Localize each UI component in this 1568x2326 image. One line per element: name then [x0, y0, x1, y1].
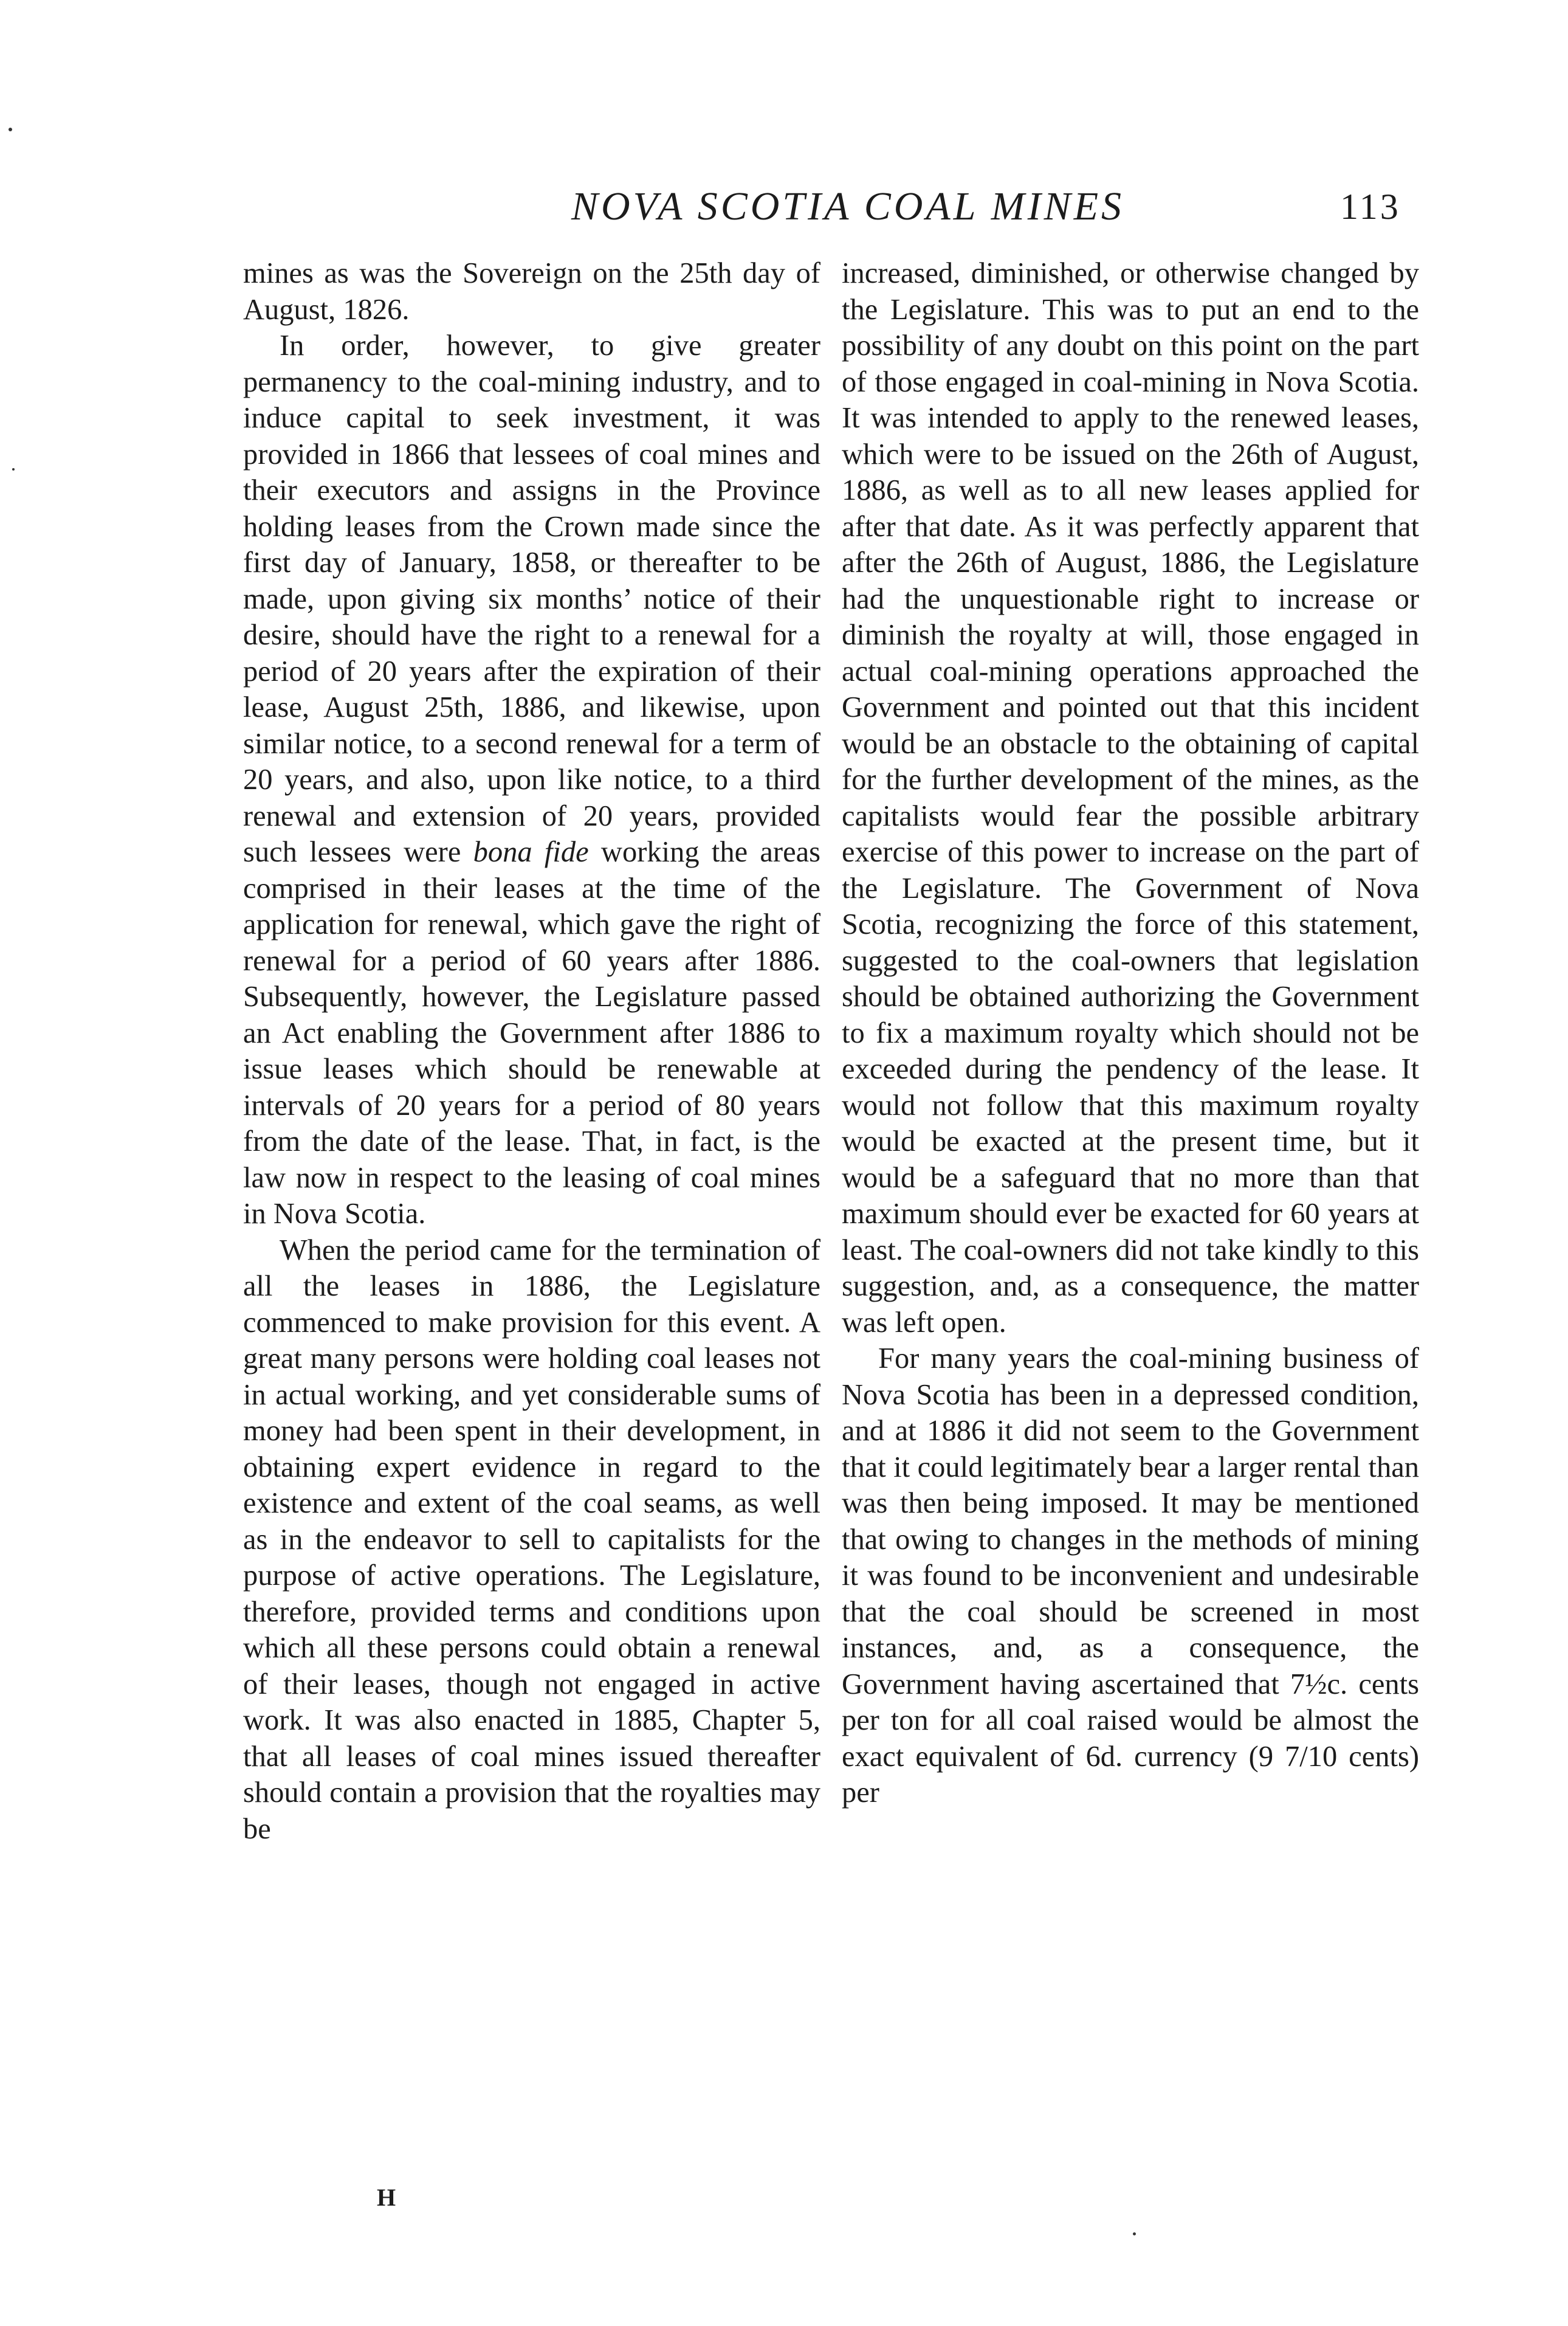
page-header [0, 182, 1568, 231]
paragraph-text: In order, however, to give greater permanency to the coal-mining industry, and to induce capital to seek investment, it was provided in 1866 that lessees of coal mines and their executors and assigns in the Province holding leases from the Crown made since the first day of January, 1858, or thereafter to be made, upon giving six months’ notice of their desire, should have the right to a renewal for a period of 20 years after the expiration of their lease, August 25th, 1886, and likewise, upon similar notice, to a second renewal for a term of 20 years, and also, upon like notice, to a third renewal and extension of 20 years, provided such lessees were [243, 330, 820, 868]
text-column-left [243, 255, 820, 1847]
italic-phrase: bona fide [473, 836, 589, 868]
paragraph: increased, diminished, or otherwise changed by the Legislature. This was to put an end to the possibility of any doubt on this point on the part of those engaged in coal-mining in Nova Scotia. It was intended to apply to the renewed leases, which were to be issued on the 26th of August, 1886, as well as to all new leases applied for after that date. As it was perfectly apparent that after the 26th of August, 1886, the Legislature had the unquestionable right to increase or diminish the royalty at will, those engaged in actual coal-mining operations approached the Government and pointed out that this incident would be an obstacle to the obtaining of capital for the further development of the mines, as the capitalists would fear the possible arbitrary exercise of this power to increase on the part of the Legislature. The Government of Nova Scotia, recognizing the force of this statement, suggested to the coal-owners that legislation should be obtained authorizing the Government to fix a maximum royalty which should not be exceeded during the pendency of the lease. It would not follow that this maximum royalty would be exacted at the present time, but it would be a safeguard that no more than that maximum should ever be exacted for 60 years at least. The coal-owners did not take kindly to this suggestion, and, as a consequence, the matter was left open. [842, 257, 1419, 1339]
paragraph-text: working the areas comprised in their leases at the time of the application for renewal, which gave the right of renewal for a period of 60 years after 1886. Subsequently, however, the Legislature passed an Act enabling the Government after 1886 to issue leases which should be renewable at intervals of 20 years for a period of 80 years from the date of the lease. That, in fact, is the law now in respect to the leasing of coal mines in Nova Scotia. [243, 836, 820, 1230]
text-column-right [842, 255, 1419, 1811]
paragraph: When the period came for the termination of all the leases in 1886, the Legislature commenced to make provision for this event. A great many persons were holding coal leases not in actual working, and yet considerable sums of money had been spent in their development, in obtaining expert evidence in regard to the existence and extent of the coal seams, as well as in the endeavor to sell to capitalists for the purpose of active operations. The Legislature, therefore, provided terms and conditions upon which all these persons could obtain a renewal of their leases, though not engaged in active work. It was also enacted in 1885, Chapter 5, that all leases of coal mines issued thereafter should contain a provision that the royalties may be [243, 1234, 820, 1845]
scan-speck [9, 128, 12, 131]
signature-mark: H [377, 2184, 396, 2211]
running-title: NOVA SCOTIA COAL MINES [571, 184, 1125, 229]
paragraph [243, 328, 820, 1232]
paragraph: mines as was the Sovereign on the 25th day of August, 1826. [243, 257, 820, 326]
scan-speck [12, 468, 15, 471]
page-number: 113 [1340, 187, 1401, 227]
scan-speck [1133, 2232, 1136, 2235]
paragraph: For many years the coal-mining business of Nova Scotia has been in a depressed condition, and at 1886 it did not seem to the Government that it could legitimately bear a larger rental than was then being imposed. It may be mentioned that owing to changes in the methods of mining it was found to be inconvenient and undesirable that the coal should be screened in most instances, and, as a consequence, the Government having ascertained that 7½c. cents per ton for all coal raised would be almost the exact equivalent of 6d. currency (9 7/10 cents) per [842, 1342, 1419, 1809]
